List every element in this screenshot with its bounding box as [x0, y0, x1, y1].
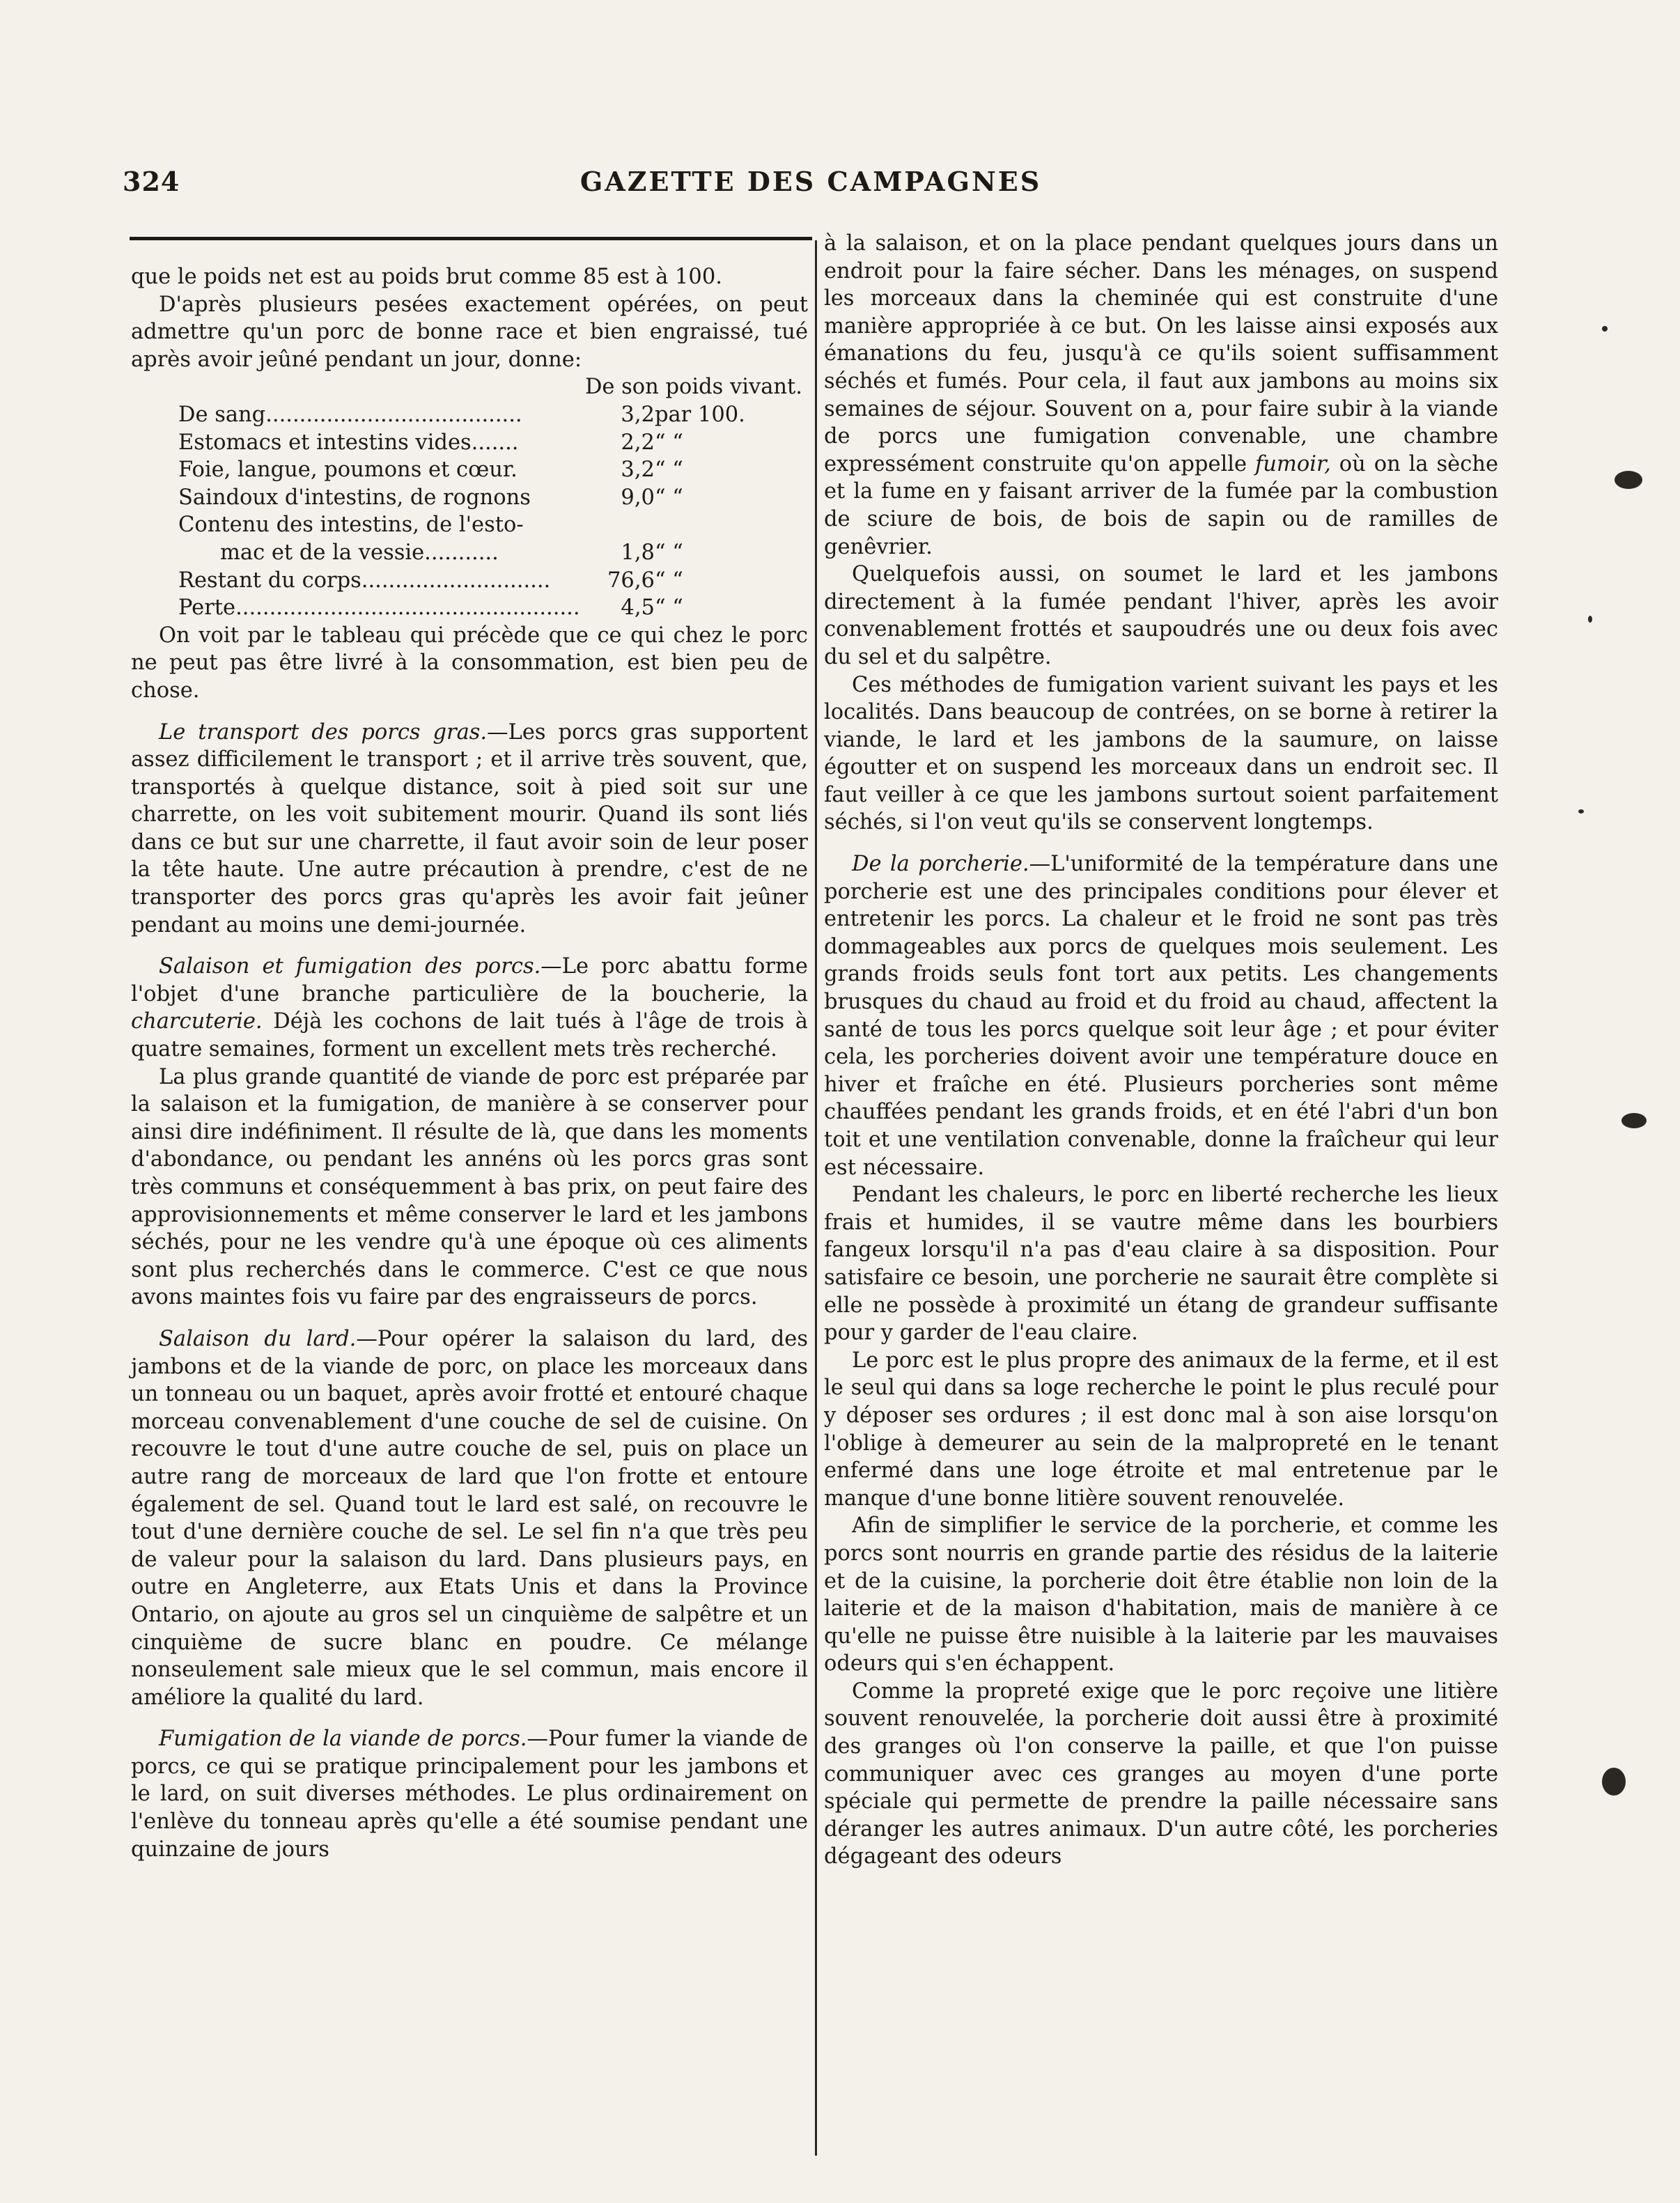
page-number: 324 — [123, 166, 180, 197]
paragraph-text: —L'uniformité de la température dans une porcherie est une des principales conditions pour élever et entretenir les porcs. La chaleur et le froid ne sont pas très dommageables aux porcs de quelques mois seulement. Les grands froids seuls font tort aux petits. Les changements brusques du chaud au froid et du froid au chaud, affectent la santé de tous les porcs quelque soit leur âge ; et pour éviter cela, les porcheries doivent avoir une température douce en hiver et fraîche en été. Plusieurs porcheries sont même chauffées pendant les grands froids, et en été l'abri d'un bon toit et une ventilation convenable, donne la fraîcheur qui leur est nécessaire. — [824, 852, 1498, 1180]
table-cell-label: De sang...................................... — [178, 402, 522, 427]
table-cell-value: 3,2 — [621, 458, 655, 483]
table-row — [178, 567, 777, 595]
header-rule — [130, 237, 812, 240]
paragraph: Afin de simplifier le service de la porcherie, et comme les porcs sont nourris en grande partie des résidus de la laiterie et de la cuisine, la porcherie doit être établie non loin de la laiterie et de la maison d'habitation, mais de manière à ce qu'elle ne puisse être nuisible à la laiterie par les mauvaises odeurs qui s'en échappent. — [824, 1513, 1498, 1676]
table-cell-unit: “ “ — [654, 595, 683, 621]
table-cell-value: 1,8 — [621, 540, 655, 565]
section-fumigation-viande — [131, 1725, 808, 1863]
table-cell-value: 2,2 — [621, 430, 655, 455]
table-cell-label: Estomacs et intestins vides....... — [178, 430, 519, 455]
paragraph: Ces méthodes de fumigation varient suivant les pays et les localités. Dans beaucoup de contrées, on se borne à retirer la viande, le lard et les jambons de la saumure, on laisse égoutter et on suspend les morceaux dans un endroit sec. Il faut veiller à ce que les jambons surtout soient parfaitement séchés, si l'on veut qu'ils se conservent longtemps. — [824, 672, 1498, 835]
emphasis: fumoir, — [1254, 451, 1331, 476]
table-cell-label: Perte................................................... — [178, 595, 580, 621]
paragraph: Quelquefois aussi, on soumet le lard et les jambons directement à la fumée pendant l'hiver, après les avoir convenablement frottés et saupoudrés une ou deux fois avec du sel et du salpêtre. — [824, 562, 1498, 669]
table-row — [178, 539, 777, 567]
paragraph: que le poids net est au poids brut comme 85 est à 100. — [131, 265, 722, 289]
table-cell-value — [601, 511, 655, 539]
table-cell-unit: “ “ — [654, 430, 683, 455]
table-cell-unit — [655, 511, 777, 539]
table-cell-value: 9,0 — [621, 485, 655, 510]
paragraph: Comme la propreté exige que le porc reçoive une litière souvent renouvelée, la porcherie doit aussi être à proximité des granges où l'on conserve la paille, et que l'on puisse communiquer avec ces granges au moyen d'une porte spéciale qui permette de prendre la paille nécessaire sans déranger les autres animaux. D'un autre côté, les porcheries dégageant des odeurs — [824, 1679, 1498, 1869]
paragraph — [824, 230, 1498, 561]
table-cell-value: 76,6 — [607, 568, 655, 593]
table-cell-label: Restant du corps............................ — [178, 568, 551, 593]
table-cell-label: Foie, langue, poumons et cœur. — [178, 458, 518, 483]
table-cell-unit: “ “ — [654, 485, 683, 510]
section-porcherie — [824, 850, 1498, 1181]
print-speck — [1621, 1113, 1647, 1128]
section-salaison-lard — [131, 1325, 808, 1711]
emphasis: charcuterie. — [131, 1009, 263, 1034]
page-header — [123, 166, 1499, 208]
weights-table — [178, 401, 777, 622]
section-heading: Salaison et fumigation des porcs. — [159, 954, 541, 979]
print-speck — [1615, 471, 1642, 489]
table-cell-value: 3,2 — [621, 402, 655, 427]
table-row — [178, 484, 777, 512]
section-heading: De la porcherie. — [852, 852, 1029, 877]
paragraph-text: Déjà les cochons de lait tués à l'âge de trois à quatre semaines, forment un excellent mets très recherché. — [131, 1009, 808, 1062]
table-row — [178, 401, 777, 429]
paragraph-text: —Pour opérer la salaison du lard, des jambons et de la viande de porc, on place les morceaux dans un tonneau ou un baquet, après avoir frotté et entouré chaque morceau convenablement d'une couche de sel de cuisine. On recouvre le tout d'une autre couche de sel, puis on place un autre rang de morceaux de lard que l'on frotte et entoure également de sel. Quand tout le lard est salé, on recouvre le tout d'une dernière couche de sel. Le sel fin n'a que très peu de valeur pour la salaison du lard. Dans plusieurs pays, en outre en Angleterre, aux Etats Unis et dans la Province Ontario, on ajoute au gros sel un cinquième de salpêtre et un cinquième de sucre blanc en poudre. Ce mélange nonseulement sale mieux que le sel commun, mais encore il améliore la qualité du lard. — [131, 1326, 808, 1710]
running-title: GAZETTE DES CAMPAGNES — [580, 166, 1042, 197]
table-row — [178, 594, 777, 622]
paragraph: Le porc est le plus propre des animaux de la ferme, et il est le seul qui dans sa loge recherche le point le plus reculé pour y déposer ses ordures ; il est donc mal à son aise lorsqu'on l'oblige à demeurer au sein de la malpropreté en le tenant enfermé dans une loge étroite et mal entretenue par le manque d'une bonne litière souvent renouvelée. — [824, 1348, 1498, 1511]
right-column — [824, 230, 1498, 1871]
paragraph: On voit par le tableau qui précède que ce qui chez le porc ne peut pas être livré à la consommation, est bien peu de chose. — [131, 623, 808, 703]
print-speck — [1588, 616, 1592, 623]
print-speck — [1602, 1768, 1626, 1796]
paragraph-text: où on la sèche et la fume en y faisant arriver de la fumée par la combustion de sciure de bois, de bois de sapin ou de ramilles de genêvrier. — [824, 451, 1498, 559]
table-row — [178, 511, 777, 539]
weights-table-heading: De son poids vivant. — [584, 375, 802, 400]
table-row — [178, 429, 777, 457]
table-cell-label: mac et de la vessie........... — [220, 540, 499, 565]
section-heading: Le transport des porcs gras. — [159, 719, 488, 745]
section-heading: Fumigation de la viande de porcs. — [159, 1727, 527, 1752]
paragraph: Pendant les chaleurs, le porc en liberté recherche les lieux frais et humides, il se vautre même dans les bourbiers fangeux lorsqu'il n'a pas d'eau claire à sa disposition. Pour satisfaire ce besoin, une porcherie ne saurait être complète si elle ne possède à proximité un étang de grandeur suffisante pour y garder de l'eau claire. — [824, 1183, 1498, 1346]
paragraph-text: à la salaison, et on la place pendant quelques jours dans un endroit pour la faire sécher. Dans les ménages, on suspend les morceaux dans la cheminée qui est construite d'une manière appropriée à ce but. On les laisse ainsi exposés aux émanations du feu, jusqu'à ce qu'ils soient suffisamment séchés et fumés. Pour cela, il faut aux jambons au moins six semaines de séjour. Souvent on a, pour faire subir à la viande de porcs une fumigation convenable, une chambre expressément construite qu'on appelle — [824, 231, 1498, 476]
table-cell-unit: “ “ — [654, 458, 683, 483]
print-speck — [1602, 326, 1608, 332]
table-cell-value: 4,5 — [621, 595, 655, 621]
table-cell-unit: “ “ — [654, 540, 683, 565]
table-cell-unit: “ “ — [654, 568, 683, 593]
paragraph-text: —Les porcs gras supportent assez difficilement le transport ; et il arrive très souvent, que, transportés à quelque distance, soit à pied soit sur une charrette, on les voit subitement mourir. Quand ils sont liés dans ce but sur une charrette, il faut avoir soin de leur poser la tête haute. Une autre précaution à prendre, c'est de ne transporter des porcs gras qu'après les avoir fait jeûner pendant au moins une demi-journée. — [131, 719, 808, 937]
paragraph-text: —Pour fumer la viande de porcs, ce qui se pratique principalement pour les jambons et le lard, on suit diverses méthodes. Le plus ordinairement on l'enlève du tonneau après qu'elle a été soumise pendant une quinzaine de jours — [131, 1727, 808, 1862]
paragraph: D'après plusieurs pesées exactement opérées, on peut admettre qu'un porc de bonne race et bien engraissé, tué après avoir jeûné pendant un jour, donne: — [131, 292, 808, 372]
table-row — [178, 456, 777, 484]
paragraph-text: —Le porc abattu forme l'objet d'une branche particulière de la boucherie, la — [131, 954, 808, 1006]
section-transport — [131, 719, 808, 940]
print-speck — [1578, 809, 1584, 814]
section-heading: Salaison du lard. — [159, 1326, 357, 1351]
table-cell-label: Contenu des intestins, de l'esto- — [178, 513, 524, 538]
section-salaison-fumigation — [131, 953, 808, 1063]
column-divider — [815, 240, 817, 2156]
table-cell-unit: par 100. — [654, 402, 745, 427]
paragraph: La plus grande quantité de viande de porc est préparée par la salaison et la fumigation, de manière à se conserver pour ainsi dire indéfiniment. Il résulte de là, que dans les moments d'abondance, ou pendant les annéns où les porcs gras sont très communs et conséquemment à bas prix, on peut faire des approvisionnements et même conserver le lard et les jambons séchés, pour ne les vendre qu'à une époque où ces aliments sont plus recherchés dans le commerce. C'est ce que nous avons maintes fois vu faire par des engraisseurs de porcs. — [131, 1064, 808, 1310]
left-column — [131, 263, 808, 1863]
table-cell-label: Saindoux d'intestins, de rognons — [178, 485, 531, 510]
